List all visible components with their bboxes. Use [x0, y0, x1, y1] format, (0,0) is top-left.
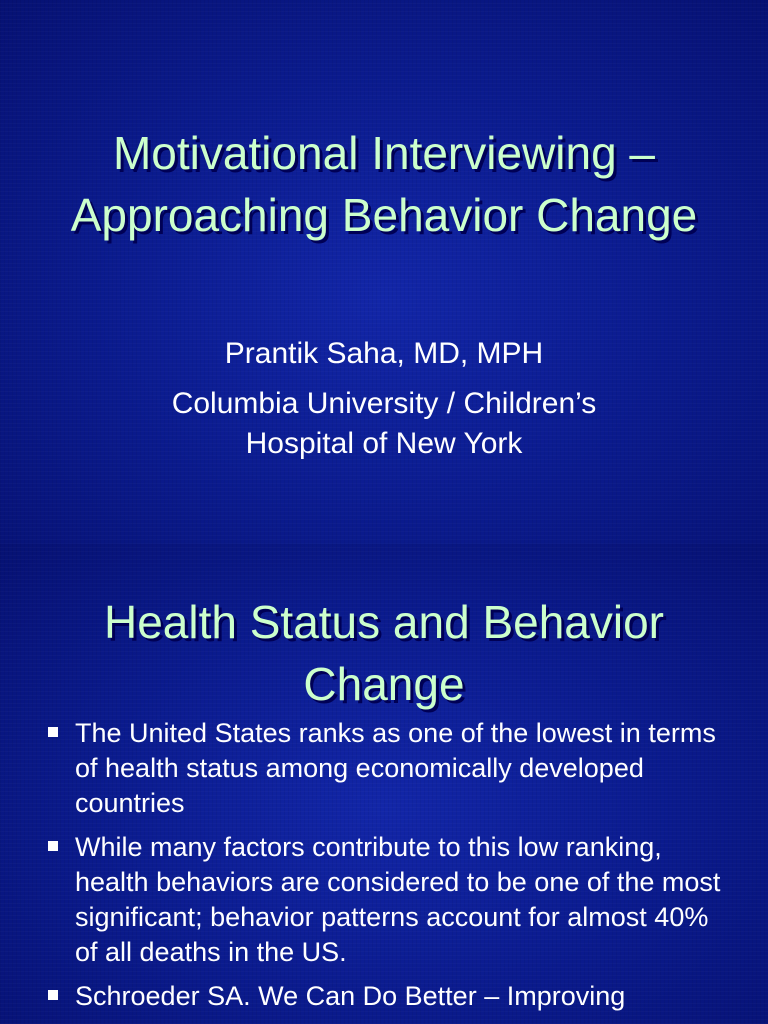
slide-title: Health Status and Behavior Change	[103, 596, 665, 710]
square-bullet-icon	[48, 841, 58, 851]
square-bullet-icon	[48, 727, 58, 737]
author-text: Prantik Saha, MD, MPH	[224, 337, 544, 370]
content-slide	[0, 544, 768, 1024]
slide-title: Motivational Interviewing – Approaching Behavior Change	[70, 127, 698, 241]
affiliation	[40, 384, 728, 464]
bullet-item	[44, 716, 724, 821]
bullet-text: While many factors contribute to this low ranking, health behaviors are considered to be one of the most significant; behavior patterns account for almost 40% of all deaths in the US.	[75, 832, 721, 967]
author-name	[40, 334, 728, 374]
square-bullet-icon	[48, 990, 58, 1000]
bullet-text: Schroeder SA. We Can Do Better – Improving	[75, 981, 626, 1011]
bullet-list	[44, 716, 724, 1023]
bullet-item	[44, 979, 724, 1014]
bullet-text: The United States ranks as one of the lowest in terms of health status among economically developed countries	[75, 718, 716, 818]
affiliation-text: Columbia University / Children’s Hospital of New York	[171, 387, 597, 460]
bullet-item	[44, 830, 724, 970]
